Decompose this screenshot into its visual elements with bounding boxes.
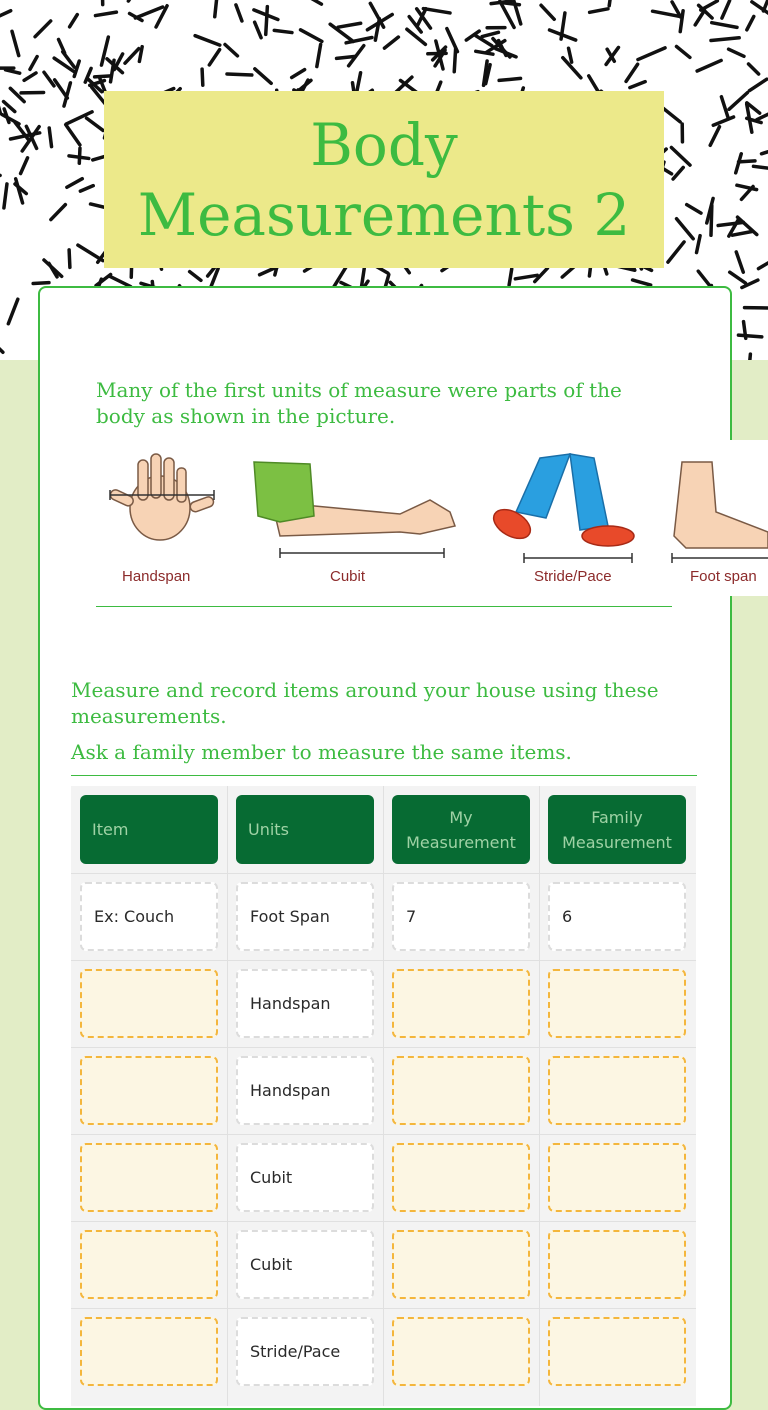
table-cell — [383, 873, 539, 960]
item-input[interactable] — [80, 1317, 218, 1386]
sprinkle-mark — [95, 12, 116, 15]
units-cell: Cubit — [236, 1230, 374, 1299]
sprinkle-mark — [292, 70, 305, 78]
sprinkle-mark — [0, 11, 11, 22]
item-input[interactable] — [80, 1230, 218, 1299]
family-measurement-input[interactable] — [548, 1230, 686, 1299]
table-header-row — [71, 786, 227, 873]
foot-span-label: Foot span — [690, 568, 757, 585]
sprinkle-mark — [95, 76, 111, 77]
sprinkle-mark — [255, 69, 271, 83]
sprinkle-mark — [301, 30, 322, 42]
table-cell — [383, 1134, 539, 1221]
sprinkle-mark — [739, 161, 755, 162]
sprinkle-mark — [215, 0, 217, 17]
intro-text: Many of the first units of measure were parts of the body as shown in the picture. — [96, 377, 676, 429]
sprinkle-mark — [236, 5, 242, 21]
table-cell — [383, 1221, 539, 1308]
sprinkle-mark — [749, 64, 759, 74]
table-row — [71, 1308, 227, 1395]
cubit-label: Cubit — [330, 568, 365, 585]
table-cell — [227, 1134, 383, 1221]
page-title: Body Measurements 2 — [104, 110, 664, 250]
sprinkle-mark — [209, 50, 219, 65]
sprinkle-mark — [763, 0, 768, 11]
sprinkle-mark — [695, 10, 704, 25]
header-cell — [383, 786, 539, 873]
sprinkle-mark — [8, 299, 17, 324]
sprinkle-mark — [44, 72, 54, 86]
table-cell — [227, 1047, 383, 1134]
sprinkle-mark — [712, 23, 737, 28]
sprinkle-mark — [673, 167, 683, 179]
units-cell: Cubit — [236, 1143, 374, 1212]
units-cell: Foot Span — [236, 882, 374, 951]
sprinkle-mark — [638, 48, 665, 60]
sprinkle-mark — [711, 38, 739, 41]
item-cell: Ex: Couch — [80, 882, 218, 951]
sprinkle-mark — [633, 280, 651, 285]
table-cell — [227, 1308, 383, 1395]
table-cell — [383, 960, 539, 1047]
my-measurement-input[interactable] — [392, 1230, 530, 1299]
sprinkle-mark — [35, 21, 51, 37]
sprinkle-mark — [698, 271, 709, 285]
sprinkle-mark — [30, 57, 37, 70]
sprinkle-mark — [721, 97, 728, 119]
table-cell — [539, 1134, 695, 1221]
sprinkle-mark — [110, 276, 131, 286]
divider-line — [71, 775, 697, 776]
sprinkle-mark — [266, 7, 268, 35]
sprinkle-mark — [697, 236, 701, 253]
sprinkle-mark — [541, 5, 554, 19]
sprinkle-mark — [202, 69, 203, 85]
header-units: Units — [236, 795, 374, 864]
my-measurement-input[interactable] — [392, 969, 530, 1038]
sprinkle-mark — [135, 7, 162, 18]
sprinkle-mark — [78, 245, 103, 261]
sprinkle-mark — [677, 47, 690, 58]
table-cell — [383, 1308, 539, 1395]
sprinkle-mark — [125, 49, 139, 64]
sprinkle-mark — [758, 256, 768, 269]
sprinkle-mark — [0, 340, 3, 353]
sprinkle-mark — [74, 61, 79, 76]
sprinkle-mark — [729, 93, 747, 110]
sprinkle-mark — [749, 354, 750, 360]
sprinkle-mark — [87, 118, 104, 130]
family-measurement-input[interactable] — [548, 1317, 686, 1386]
sprinkle-mark — [367, 15, 392, 30]
sprinkle-mark — [6, 70, 20, 73]
header-family-measurement: Family Measurement — [548, 795, 686, 864]
units-cell: Handspan — [236, 969, 374, 1038]
sprinkle-mark — [697, 60, 721, 71]
sprinkle-mark — [33, 283, 49, 284]
sprinkle-mark — [668, 242, 684, 262]
item-input[interactable] — [80, 1056, 218, 1125]
sprinkle-mark — [195, 36, 220, 45]
sprinkle-mark — [70, 15, 78, 27]
sprinkle-mark — [225, 45, 237, 56]
header-my-measurement: My Measurement — [392, 795, 530, 864]
table-cell — [539, 1221, 695, 1308]
my-measurement-input[interactable] — [392, 1056, 530, 1125]
header-item: Item — [80, 795, 218, 864]
table-cell — [539, 960, 695, 1047]
sprinkle-mark — [482, 32, 498, 36]
arm-image — [254, 462, 455, 558]
sprinkle-mark — [736, 252, 743, 272]
family-measurement-cell: 6 — [548, 882, 686, 951]
sprinkle-mark — [747, 16, 754, 29]
sprinkle-mark — [718, 222, 743, 225]
divider-line — [96, 606, 672, 607]
sprinkle-mark — [761, 147, 768, 154]
instruction-measure: Measure and record items around your house using these measurements. — [71, 677, 701, 729]
handspan-label: Handspan — [122, 568, 190, 585]
body-units-illustration — [100, 440, 768, 596]
sprinkle-mark — [21, 158, 28, 174]
sprinkle-mark — [190, 272, 201, 281]
sprinkle-mark — [515, 275, 537, 278]
sprinkle-mark — [4, 109, 9, 123]
units-cell: Handspan — [236, 1056, 374, 1125]
table-row — [71, 1134, 227, 1221]
family-measurement-input[interactable] — [548, 1056, 686, 1125]
sprinkle-mark — [609, 0, 612, 6]
sprinkle-mark — [128, 0, 144, 1]
sprinkle-mark — [713, 117, 733, 125]
sprinkle-mark — [509, 269, 512, 285]
sprinkle-mark — [722, 1, 730, 18]
sprinkle-mark — [4, 184, 7, 208]
table-cell — [227, 1221, 383, 1308]
sprinkle-mark — [630, 82, 645, 88]
hand-image — [109, 454, 215, 540]
table-cell — [383, 1047, 539, 1134]
table-cell — [227, 873, 383, 960]
table-cell — [539, 1308, 695, 1395]
sprinkle-mark — [80, 186, 93, 192]
sprinkle-mark — [51, 205, 65, 220]
sprinkle-mark — [738, 335, 761, 337]
sprinkle-mark — [732, 232, 752, 236]
measurement-table — [71, 786, 696, 1406]
body-units-drawing — [100, 440, 768, 596]
sprinkle-mark — [338, 23, 361, 27]
sprinkle-mark — [569, 48, 572, 62]
table-row — [71, 873, 227, 960]
stride-label: Stride/Pace — [534, 568, 612, 585]
sprinkle-mark — [298, 0, 321, 4]
sprinkle-mark — [49, 128, 51, 147]
sprinkle-mark — [677, 219, 694, 239]
header-cell — [539, 786, 695, 873]
header-cell — [227, 786, 383, 873]
table-cell — [539, 873, 695, 960]
foot-image — [672, 462, 768, 563]
sprinkle-mark — [590, 9, 608, 12]
family-measurement-input[interactable] — [548, 1143, 686, 1212]
table-cell — [227, 960, 383, 1047]
instruction-family: Ask a family member to measure the same items. — [71, 739, 701, 765]
sprinkle-mark — [626, 64, 638, 81]
my-measurement-input[interactable] — [392, 1317, 530, 1386]
table-row — [71, 1221, 227, 1308]
sprinkle-mark — [671, 147, 690, 165]
legs-image — [489, 454, 634, 563]
item-input[interactable] — [80, 969, 218, 1038]
my-measurement-input[interactable] — [392, 1143, 530, 1212]
table-cell — [539, 1047, 695, 1134]
sprinkle-mark — [749, 79, 766, 90]
family-measurement-input[interactable] — [548, 969, 686, 1038]
sprinkle-mark — [357, 73, 361, 91]
sprinkle-mark — [44, 260, 62, 276]
sprinkle-mark — [12, 31, 19, 55]
item-input[interactable] — [80, 1143, 218, 1212]
sprinkle-mark — [67, 179, 82, 188]
sprinkle-mark — [255, 22, 261, 38]
sprinkle-mark — [423, 9, 450, 13]
sprinkle-mark — [102, 0, 103, 5]
table-row — [71, 1047, 227, 1134]
sprinkle-mark — [274, 30, 292, 32]
sprinkle-mark — [66, 125, 80, 145]
sprinkle-mark — [729, 49, 744, 56]
sprinkle-mark — [687, 205, 701, 213]
sprinkle-mark — [69, 250, 70, 267]
sprinkle-mark — [753, 166, 768, 169]
sprinkle-mark — [10, 88, 24, 101]
sprinkle-mark — [317, 45, 321, 67]
sprinkle-mark — [499, 78, 520, 80]
my-measurement-cell: 7 — [392, 882, 530, 951]
sprinkle-mark — [454, 49, 455, 72]
sprinkle-mark — [24, 73, 36, 80]
table-row — [71, 960, 227, 1047]
units-cell: Stride/Pace — [236, 1317, 374, 1386]
sprinkle-mark — [69, 156, 89, 159]
sprinkle-mark — [710, 127, 719, 146]
sprinkle-mark — [711, 206, 712, 236]
title-banner — [104, 91, 664, 268]
sprinkle-mark — [227, 74, 252, 75]
sprinkle-mark — [384, 37, 398, 48]
